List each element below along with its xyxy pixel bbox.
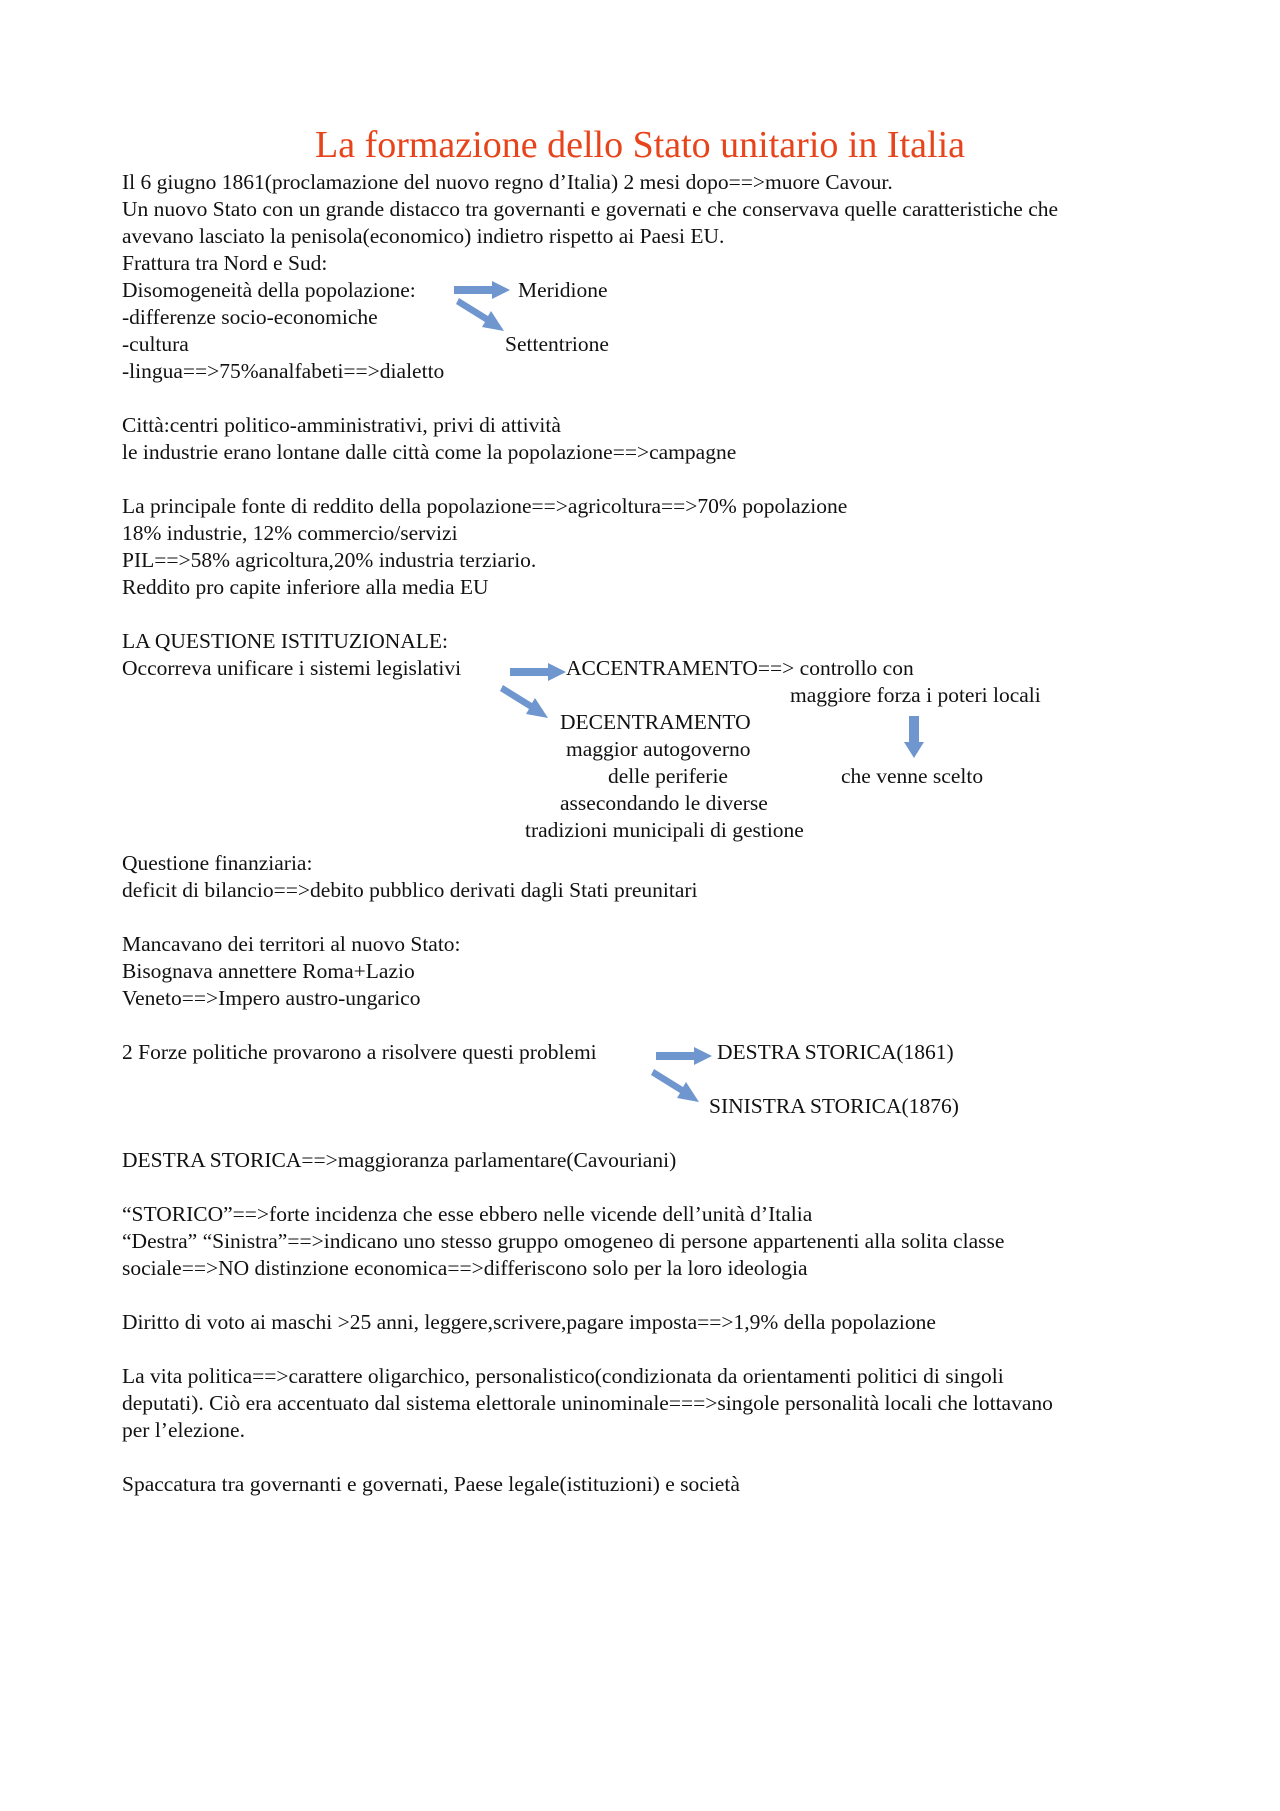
- text-line: Città:centri politico-amministrativi, privi di attività: [122, 413, 561, 437]
- down-arrow-icon: [904, 716, 924, 758]
- text-line: Il 6 giugno 1861(proclamazione del nuovo regno d’Italia) 2 mesi dopo==>muore Cavour.: [122, 170, 893, 194]
- destra-label: DESTRA STORICA(1861): [717, 1040, 954, 1064]
- text-line: per l’elezione.: [122, 1418, 245, 1442]
- text-line: Reddito pro capite inferiore alla media EU: [122, 575, 489, 599]
- page-title: La formazione dello Stato unitario in Italia: [314, 124, 965, 166]
- list-item: -differenze socio-economiche: [122, 305, 378, 329]
- section-heading: LA QUESTIONE ISTITUZIONALE:: [122, 629, 449, 653]
- list-item: -cultura: [122, 332, 189, 356]
- scelto-label: che venne scelto: [841, 764, 984, 788]
- text-line: PIL==>58% agricoltura,20% industria terziario.: [122, 548, 537, 572]
- text-line: DESTRA STORICA==>maggioranza parlamentare(Cavouriani): [122, 1148, 677, 1172]
- text-line: La principale fonte di reddito della popolazione==>agricoltura==>70% popolazione: [122, 494, 848, 518]
- text-line: Occorreva unificare i sistemi legislativi: [122, 656, 462, 680]
- list-item: -lingua==>75%analfabeti==>dialetto: [122, 359, 445, 383]
- text-line: avevano lasciato la penisola(economico) indietro rispetto ai Paesi EU.: [122, 224, 725, 248]
- text-line: Un nuovo Stato con un grande distacco tra governanti e governati e che conservava quelle caratteristiche che: [122, 197, 1059, 221]
- text-line: Mancavano dei territori al nuovo Stato:: [122, 932, 461, 956]
- text-line: deputati). Ciò era accentuato dal sistema elettorale uninominale===>singole personalità locali che lottavano: [122, 1391, 1053, 1415]
- text-line: Bisognava annettere Roma+Lazio: [122, 959, 415, 983]
- settentrione-label: Settentrione: [505, 332, 609, 356]
- text-line: Questione finanziaria:: [122, 851, 313, 875]
- text-line: Frattura tra Nord e Sud:: [122, 251, 328, 275]
- text-line: Spaccatura tra governanti e governati, Paese legale(istituzioni) e società: [122, 1472, 740, 1496]
- decentramento-line: maggior autogoverno: [566, 737, 751, 761]
- text-line: “STORICO”==>forte incidenza che esse ebbero nelle vicende dell’unità d’Italia: [122, 1202, 813, 1226]
- text-line: 18% industrie, 12% commercio/servizi: [122, 521, 458, 545]
- text-line: “Destra” “Sinistra”==>indicano uno stesso gruppo omogeneo di persone appartenenti alla solita classe: [122, 1229, 1005, 1253]
- decentramento-line: assecondando le diverse: [560, 791, 768, 815]
- text-line: La vita politica==>carattere oligarchico, personalistico(condizionata da orientamenti politici di singoli: [122, 1364, 1004, 1388]
- popolazione-heading: Disomogeneità della popolazione:: [122, 278, 416, 302]
- meridione-label: Meridione: [518, 278, 608, 302]
- text-line: 2 Forze politiche provarono a risolvere questi problemi: [122, 1040, 597, 1064]
- diagonal-arrow-icon: [456, 298, 504, 332]
- right-arrow-icon: [510, 663, 566, 681]
- text-line: deficit di bilancio==>debito pubblico derivati dagli Stati preunitari: [122, 878, 698, 902]
- sinistra-label: SINISTRA STORICA(1876): [709, 1094, 959, 1118]
- diagonal-arrow-icon: [500, 685, 548, 719]
- accentramento-label: ACCENTRAMENTO==> controllo con: [566, 656, 914, 680]
- decentramento-line: tradizioni municipali di gestione: [525, 818, 804, 842]
- right-arrow-icon: [656, 1047, 712, 1065]
- text-line: Veneto==>Impero austro-ungarico: [122, 986, 421, 1010]
- accentramento-label-2: maggiore forza i poteri locali: [790, 683, 1041, 707]
- decentramento-label: DECENTRAMENTO: [560, 710, 751, 734]
- text-line: le industrie erano lontane dalle città come la popolazione==>campagne: [122, 440, 737, 464]
- right-arrow-icon: [454, 281, 510, 299]
- text-line: sociale==>NO distinzione economica==>differiscono solo per la loro ideologia: [122, 1256, 808, 1280]
- text-line: Diritto di voto ai maschi >25 anni, leggere,scrivere,pagare imposta==>1,9% della popolazione: [122, 1310, 936, 1334]
- diagonal-arrow-icon: [651, 1069, 699, 1103]
- decentramento-line: delle periferie: [608, 764, 728, 788]
